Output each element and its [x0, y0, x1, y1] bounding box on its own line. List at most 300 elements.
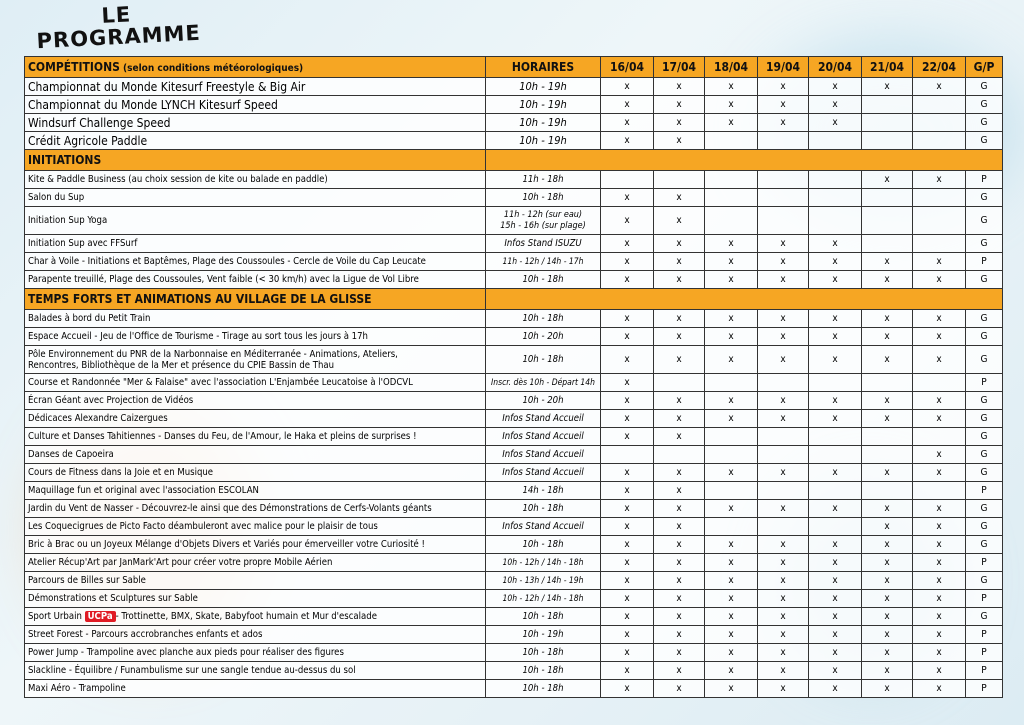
ucpa-logo: UCPa	[85, 611, 116, 622]
activity-time	[486, 410, 601, 428]
day-mark: x	[601, 572, 654, 590]
activity-name	[25, 410, 486, 428]
day-mark: x	[601, 328, 654, 346]
day-mark	[705, 518, 758, 536]
gp-value: P	[966, 626, 1003, 644]
activity-time	[486, 346, 601, 374]
activity-name	[25, 518, 486, 536]
day-mark: x	[654, 608, 705, 626]
day-mark	[705, 428, 758, 446]
table-row	[25, 189, 1003, 207]
day-mark: x	[601, 346, 654, 374]
day-mark: x	[601, 536, 654, 554]
section-title-text: TEMPS FORTS ET ANIMATIONS AU VILLAGE DE LA GLISSE	[28, 292, 372, 306]
table-row	[25, 271, 1003, 289]
activity-name-text: Dédicaces Alexandre Caizergues	[28, 413, 168, 424]
activity-time-text: 10h - 19h	[519, 116, 567, 129]
day-mark: x	[913, 310, 966, 328]
column-date: 18/04	[705, 57, 758, 78]
section-title-text: INITIATIONS	[28, 153, 102, 167]
day-mark	[758, 374, 809, 392]
activity-time	[486, 554, 601, 572]
day-mark: x	[654, 662, 705, 680]
day-mark: x	[654, 189, 705, 207]
day-mark: x	[862, 253, 913, 271]
activity-name-text: Crédit Agricole Paddle	[28, 133, 148, 148]
activity-name	[25, 428, 486, 446]
day-mark: x	[913, 392, 966, 410]
activity-name-text: Course et Randonnée "Mer & Falaise" avec l'association L'Enjambée Leucatoise à l'ODCVL	[28, 377, 413, 388]
day-mark: x	[654, 482, 705, 500]
table-row	[25, 446, 1003, 464]
day-mark: x	[654, 78, 705, 96]
table-row	[25, 392, 1003, 410]
day-mark	[809, 132, 862, 150]
activity-name	[25, 346, 486, 374]
day-mark: x	[862, 392, 913, 410]
day-mark: x	[862, 536, 913, 554]
activity-name-text: Sport Urbain	[28, 611, 82, 622]
day-mark	[758, 446, 809, 464]
day-mark: x	[601, 680, 654, 698]
day-mark: x	[809, 608, 862, 626]
day-mark	[862, 96, 913, 114]
table-row	[25, 78, 1003, 96]
activity-time	[486, 235, 601, 253]
day-mark: x	[654, 392, 705, 410]
activity-time-line2: 15h - 16h (sur plage)	[500, 220, 586, 231]
activity-time	[486, 446, 601, 464]
table-row	[25, 114, 1003, 132]
section-title	[25, 289, 486, 310]
day-mark: x	[705, 572, 758, 590]
activity-name	[25, 482, 486, 500]
day-mark: x	[809, 554, 862, 572]
activity-name	[25, 114, 486, 132]
day-mark: x	[758, 608, 809, 626]
activity-name	[25, 253, 486, 271]
column-gp: G/P	[966, 57, 1003, 78]
day-mark: x	[601, 114, 654, 132]
day-mark: x	[758, 662, 809, 680]
day-mark: x	[862, 662, 913, 680]
day-mark: x	[862, 271, 913, 289]
day-mark: x	[758, 392, 809, 410]
day-mark: x	[758, 536, 809, 554]
day-mark: x	[705, 590, 758, 608]
activity-name-text: Danses de Capoeira	[28, 449, 114, 460]
day-mark: x	[601, 189, 654, 207]
gp-value: G	[966, 114, 1003, 132]
day-mark	[809, 518, 862, 536]
day-mark: x	[654, 271, 705, 289]
day-mark: x	[758, 271, 809, 289]
table-row	[25, 132, 1003, 150]
activity-name	[25, 446, 486, 464]
day-mark: x	[758, 464, 809, 482]
day-mark: x	[862, 464, 913, 482]
table-row	[25, 253, 1003, 271]
day-mark: x	[913, 608, 966, 626]
activity-name-text: Jardin du Vent de Nasser - Découvrez-le ainsi que des Démonstrations de Cerfs-Volants géants	[28, 503, 432, 514]
activity-time-text: Infos Stand Accueil	[502, 467, 584, 478]
table-row	[25, 374, 1003, 392]
table-row	[25, 171, 1003, 189]
activity-name-text: Les Coquecigrues de Picto Facto déambuleront avec malice pour le plaisir de tous	[28, 521, 378, 532]
day-mark: x	[654, 464, 705, 482]
day-mark: x	[601, 310, 654, 328]
day-mark: x	[654, 114, 705, 132]
day-mark: x	[809, 78, 862, 96]
day-mark: x	[809, 590, 862, 608]
day-mark	[809, 207, 862, 235]
activity-time	[486, 662, 601, 680]
activity-time	[486, 392, 601, 410]
activity-time-text: 10h - 19h	[519, 134, 567, 147]
section-title	[25, 150, 486, 171]
gp-value: P	[966, 253, 1003, 271]
day-mark: x	[809, 114, 862, 132]
activity-time-text: 11h - 12h / 14h - 17h	[502, 256, 584, 267]
gp-value: G	[966, 500, 1003, 518]
activity-time	[486, 207, 601, 235]
table-row	[25, 554, 1003, 572]
gp-value: G	[966, 410, 1003, 428]
gp-value: G	[966, 96, 1003, 114]
day-mark	[913, 374, 966, 392]
activity-name	[25, 310, 486, 328]
day-mark: x	[913, 328, 966, 346]
day-mark: x	[913, 464, 966, 482]
day-mark: x	[601, 253, 654, 271]
activity-time-text: 10h - 19h	[519, 80, 567, 93]
day-mark: x	[913, 346, 966, 374]
activity-name	[25, 328, 486, 346]
activity-time	[486, 518, 601, 536]
day-mark	[654, 374, 705, 392]
day-mark: x	[654, 346, 705, 374]
column-date: 17/04	[654, 57, 705, 78]
day-mark: x	[654, 96, 705, 114]
gp-value: G	[966, 271, 1003, 289]
table-row	[25, 680, 1003, 698]
day-mark: x	[809, 680, 862, 698]
table-row	[25, 328, 1003, 346]
day-mark	[705, 374, 758, 392]
day-mark: x	[654, 626, 705, 644]
activity-time	[486, 114, 601, 132]
table-row	[25, 572, 1003, 590]
day-mark: x	[601, 626, 654, 644]
activity-time	[486, 680, 601, 698]
day-mark: x	[601, 207, 654, 235]
activity-name	[25, 662, 486, 680]
day-mark: x	[758, 572, 809, 590]
day-mark	[913, 235, 966, 253]
activity-name-suffix: - Trottinette, BMX, Skate, Babyfoot humain et Mur d'escalade	[115, 611, 377, 622]
activity-time-text: 11h - 18h	[522, 174, 564, 185]
gp-value: G	[966, 78, 1003, 96]
day-mark	[913, 428, 966, 446]
day-mark: x	[913, 590, 966, 608]
activity-name-text: Street Forest - Parcours accrobranches enfants et ados	[28, 629, 263, 640]
activity-name-text: Parcours de Billes sur Sable	[28, 575, 146, 586]
activity-name-text: Championnat du Monde Kitesurf Freestyle & Big Air	[28, 79, 306, 94]
day-mark: x	[862, 518, 913, 536]
activity-name	[25, 189, 486, 207]
table-row	[25, 428, 1003, 446]
day-mark	[654, 446, 705, 464]
day-mark: x	[601, 96, 654, 114]
day-mark	[758, 207, 809, 235]
day-mark: x	[654, 644, 705, 662]
activity-time-text: 10h - 19h	[522, 629, 564, 640]
gp-value: G	[966, 189, 1003, 207]
table-row	[25, 644, 1003, 662]
gp-value: G	[966, 235, 1003, 253]
day-mark	[862, 114, 913, 132]
day-mark	[913, 132, 966, 150]
section-header-fill	[486, 289, 1003, 310]
activity-time-text: 10h - 18h	[522, 539, 564, 550]
table-row	[25, 464, 1003, 482]
day-mark: x	[913, 680, 966, 698]
programme-table	[24, 56, 1003, 698]
day-mark: x	[913, 644, 966, 662]
day-mark: x	[654, 680, 705, 698]
day-mark: x	[654, 132, 705, 150]
day-mark: x	[705, 662, 758, 680]
day-mark: x	[913, 253, 966, 271]
day-mark	[705, 132, 758, 150]
activity-name-line2: Rencontres, Bibliothèque de la Mer et présence du CPIE Bassin de Thau	[28, 359, 335, 371]
day-mark: x	[705, 644, 758, 662]
day-mark	[809, 428, 862, 446]
activity-name	[25, 96, 486, 114]
day-mark	[705, 482, 758, 500]
activity-time	[486, 171, 601, 189]
gp-value: G	[966, 572, 1003, 590]
day-mark: x	[913, 410, 966, 428]
activity-time-text: 10h - 19h	[519, 98, 567, 111]
day-mark: x	[913, 171, 966, 189]
day-mark: x	[758, 253, 809, 271]
day-mark: x	[913, 446, 966, 464]
table-row	[25, 590, 1003, 608]
day-mark: x	[654, 207, 705, 235]
table-row	[25, 518, 1003, 536]
day-mark: x	[758, 96, 809, 114]
table-row	[25, 536, 1003, 554]
day-mark: x	[705, 392, 758, 410]
day-mark: x	[758, 410, 809, 428]
activity-time	[486, 500, 601, 518]
day-mark: x	[913, 662, 966, 680]
day-mark: x	[758, 346, 809, 374]
activity-name	[25, 392, 486, 410]
gp-value: P	[966, 171, 1003, 189]
activity-time-text: 11h - 12h (sur eau)	[503, 209, 583, 220]
day-mark	[913, 207, 966, 235]
day-mark: x	[601, 271, 654, 289]
day-mark: x	[913, 554, 966, 572]
day-mark: x	[601, 662, 654, 680]
day-mark: x	[654, 428, 705, 446]
gp-value: P	[966, 482, 1003, 500]
activity-name-text: Culture et Danses Tahitiennes - Danses du Feu, de l'Amour, le Haka et pleins de surprises !	[28, 431, 417, 442]
activity-name	[25, 626, 486, 644]
column-horaires: HORAIRES	[486, 57, 601, 78]
activity-time	[486, 310, 601, 328]
gp-value: G	[966, 518, 1003, 536]
day-mark: x	[862, 680, 913, 698]
activity-time-text: 10h - 18h	[522, 611, 564, 622]
section-header	[25, 289, 1003, 310]
table-row	[25, 662, 1003, 680]
day-mark	[809, 374, 862, 392]
activity-name-text: Initiation Sup Yoga	[28, 215, 108, 226]
activity-name	[25, 590, 486, 608]
day-mark: x	[705, 253, 758, 271]
day-mark: x	[862, 500, 913, 518]
table-row	[25, 410, 1003, 428]
activity-name	[25, 464, 486, 482]
column-date: 16/04	[601, 57, 654, 78]
activity-name-text: Championnat du Monde LYNCH Kitesurf Speed	[28, 97, 278, 112]
gp-value: G	[966, 608, 1003, 626]
activity-name	[25, 644, 486, 662]
activity-name	[25, 554, 486, 572]
gp-value: P	[966, 590, 1003, 608]
gp-value: G	[966, 536, 1003, 554]
day-mark	[913, 114, 966, 132]
day-mark: x	[705, 310, 758, 328]
gp-value: G	[966, 207, 1003, 235]
activity-time-text: Infos Stand Accueil	[502, 413, 584, 424]
activity-time-text: 10h - 18h	[522, 313, 564, 324]
day-mark: x	[601, 410, 654, 428]
section-header	[25, 57, 1003, 78]
gp-value: G	[966, 328, 1003, 346]
day-mark	[809, 482, 862, 500]
activity-time-text: 10h - 20h	[522, 395, 564, 406]
section-subtitle	[120, 63, 303, 74]
activity-name-text: Char à Voile - Initiations et Baptêmes, Plage des Coussoules - Cercle de Voile du Cap Leucate	[28, 256, 426, 267]
day-mark: x	[758, 328, 809, 346]
day-mark: x	[705, 500, 758, 518]
day-mark: x	[758, 78, 809, 96]
day-mark: x	[758, 500, 809, 518]
day-mark: x	[809, 96, 862, 114]
day-mark: x	[705, 271, 758, 289]
day-mark: x	[809, 464, 862, 482]
activity-name-text: Slackline - Équilibre / Funambulisme sur une sangle tendue au-dessus du sol	[28, 665, 356, 676]
activity-time-text: 14h - 18h	[522, 485, 564, 496]
activity-time-text: 10h - 13h / 14h - 19h	[502, 575, 584, 586]
gp-value: P	[966, 554, 1003, 572]
day-mark	[913, 482, 966, 500]
day-mark: x	[758, 644, 809, 662]
activity-time-text: Infos Stand Accueil	[502, 449, 584, 460]
activity-time-text: 10h - 18h	[522, 274, 564, 285]
day-mark	[862, 207, 913, 235]
day-mark	[862, 235, 913, 253]
day-mark: x	[862, 310, 913, 328]
activity-time-text: Infos Stand ISUZU	[504, 238, 582, 249]
section-header	[25, 150, 1003, 171]
column-date: 22/04	[913, 57, 966, 78]
activity-name-text: Démonstrations et Sculptures sur Sable	[28, 593, 198, 604]
activity-time-text: 10h - 18h	[522, 647, 564, 658]
gp-value: G	[966, 464, 1003, 482]
day-mark	[758, 428, 809, 446]
page-title: LE PROGRAMME	[36, 2, 202, 54]
activity-time	[486, 428, 601, 446]
day-mark	[862, 189, 913, 207]
column-date: 21/04	[862, 57, 913, 78]
gp-value: G	[966, 446, 1003, 464]
day-mark: x	[601, 132, 654, 150]
day-mark: x	[862, 171, 913, 189]
day-mark	[705, 446, 758, 464]
activity-time	[486, 644, 601, 662]
day-mark: x	[654, 518, 705, 536]
day-mark: x	[862, 346, 913, 374]
day-mark: x	[654, 410, 705, 428]
activity-time	[486, 608, 601, 626]
day-mark: x	[601, 644, 654, 662]
day-mark: x	[862, 608, 913, 626]
activity-time-text: 10h - 18h	[522, 683, 564, 694]
activity-time	[486, 328, 601, 346]
activity-time	[486, 189, 601, 207]
day-mark: x	[809, 644, 862, 662]
day-mark: x	[758, 590, 809, 608]
day-mark: x	[601, 608, 654, 626]
activity-name	[25, 572, 486, 590]
activity-time-text: 10h - 18h	[522, 665, 564, 676]
day-mark	[809, 171, 862, 189]
activity-name	[25, 207, 486, 235]
day-mark	[862, 132, 913, 150]
day-mark	[809, 446, 862, 464]
table-row	[25, 96, 1003, 114]
section-title-text: COMPÉTITIONS	[28, 60, 120, 74]
activity-time-text: 10h - 12h / 14h - 18h	[502, 593, 584, 604]
activity-name	[25, 500, 486, 518]
day-mark: x	[862, 644, 913, 662]
activity-time	[486, 374, 601, 392]
activity-time-text: 10h - 18h	[522, 354, 564, 365]
activity-time-text: Infos Stand Accueil	[502, 521, 584, 532]
day-mark: x	[601, 78, 654, 96]
day-mark: x	[862, 590, 913, 608]
activity-name-text: Pôle Environnement du PNR de la Narbonnaise en Méditerranée - Animations, Ateliers,	[28, 348, 398, 360]
day-mark	[705, 171, 758, 189]
day-mark: x	[809, 626, 862, 644]
activity-name	[25, 608, 486, 626]
day-mark	[758, 171, 809, 189]
activity-name-text: Atelier Récup'Art par JanMark'Art pour créer votre propre Mobile Aérien	[28, 557, 333, 568]
activity-name-text: Bric à Brac ou un Joyeux Mélange d'Objets Divers et Variés pour émerveiller votre Curiosité !	[28, 539, 425, 550]
day-mark: x	[758, 114, 809, 132]
day-mark: x	[705, 626, 758, 644]
day-mark: x	[705, 96, 758, 114]
day-mark: x	[654, 328, 705, 346]
day-mark	[809, 189, 862, 207]
activity-time-text: 10h - 18h	[522, 503, 564, 514]
day-mark: x	[654, 536, 705, 554]
